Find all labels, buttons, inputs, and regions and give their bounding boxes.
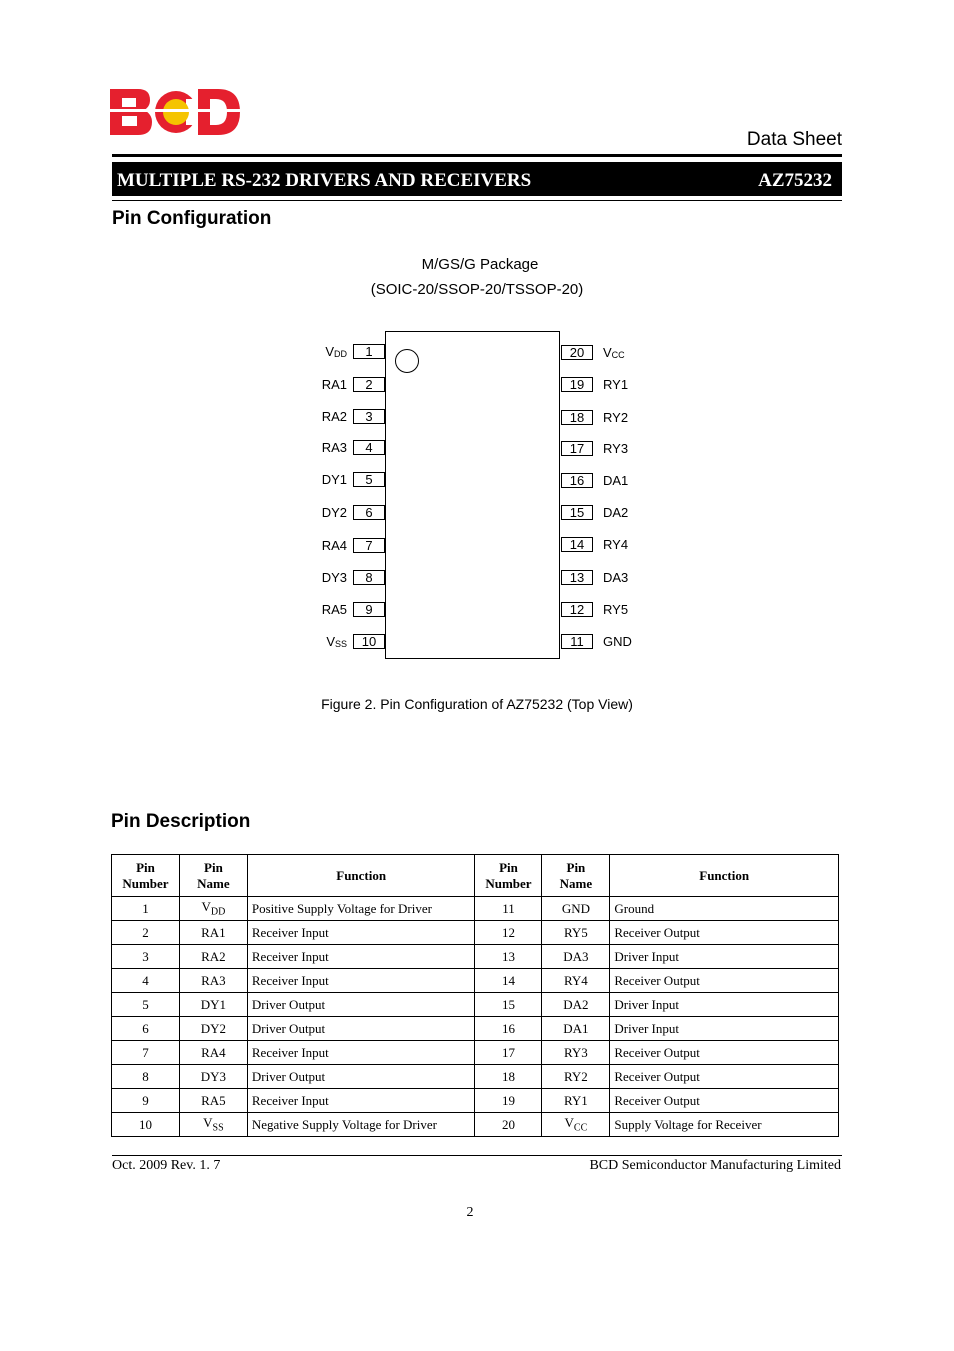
table-row (112, 1065, 839, 1089)
title-underline (112, 200, 842, 201)
table-row (112, 1113, 839, 1137)
pin-function-cell: Driver Input (610, 993, 839, 1017)
pin-number-box: 3 (353, 409, 385, 424)
pin-label: DA3 (603, 570, 629, 585)
pin-number-cell: 17 (475, 1041, 542, 1065)
pin-function-cell: Driver Input (610, 945, 839, 969)
pin-number-cell: 11 (475, 897, 542, 921)
pin-number-box: 12 (561, 602, 593, 617)
pin-label: RY3 (603, 441, 629, 456)
pin-number-cell: 8 (112, 1065, 180, 1089)
pin-number-cell: 10 (112, 1113, 180, 1137)
pin-function-cell: Receiver Output (610, 1065, 839, 1089)
table-row (112, 897, 839, 921)
pin-number-box: 19 (561, 377, 593, 392)
pin-number-cell: 12 (475, 921, 542, 945)
pin-function-cell: Positive Supply Voltage for Driver (247, 897, 475, 921)
pin-name-cell: $V_{CC}$ (542, 1113, 610, 1137)
package-types: (SOIC-20/SSOP-20/TSSOP-20) (370, 281, 584, 298)
pin-function-cell: Receiver Output (610, 969, 839, 993)
table-row (112, 945, 839, 969)
pin-label: RA4 (321, 538, 347, 553)
pin-number-box: 5 (353, 472, 385, 487)
package-name: M/GS/G Package (421, 256, 539, 273)
header-function: Function (610, 855, 839, 897)
pin-number-box: 15 (561, 505, 593, 520)
pin1-marker-icon (395, 349, 419, 373)
pin-label: DY1 (321, 472, 347, 487)
pin-function-cell: Driver Output (247, 1017, 475, 1041)
pin-number-box: 11 (561, 634, 593, 649)
pin-name-cell: $V_{SS}$ (179, 1113, 247, 1137)
pin-number-cell: 6 (112, 1017, 180, 1041)
pin-label: DA2 (603, 505, 629, 520)
pin-number-box: 7 (353, 538, 385, 553)
pin-number-cell: 16 (475, 1017, 542, 1041)
page-number: 2 (466, 1205, 474, 1220)
pin-number-cell: 13 (475, 945, 542, 969)
pin-label: RY5 (603, 602, 629, 617)
pin-description-table (111, 854, 839, 1137)
pin-name-cell: RY3 (542, 1041, 610, 1065)
pin-label: DY2 (321, 505, 347, 520)
pin-name-cell: RY1 (542, 1089, 610, 1113)
pin-number-box: 9 (353, 602, 385, 617)
pin-name-cell: DY3 (179, 1065, 247, 1089)
figure-caption: Figure 2. Pin Configuration of AZ75232 (Top View) (321, 696, 633, 712)
pin-label: RY2 (603, 410, 629, 425)
pin-name-cell: DA3 (542, 945, 610, 969)
pin-name-cell: RA4 (179, 1041, 247, 1065)
document-title: MULTIPLE RS-232 DRIVERS AND RECEIVERS (117, 170, 532, 191)
pin-name-cell: DY1 (179, 993, 247, 1017)
pin-name-cell: RY2 (542, 1065, 610, 1089)
pin-name-cell: GND (542, 897, 610, 921)
pin-number-box: 16 (561, 473, 593, 488)
pin-label: RA3 (321, 440, 347, 455)
table-row (112, 1017, 839, 1041)
footer-rule (112, 1155, 842, 1156)
pin-number-box: 1 (353, 344, 385, 359)
pin-function-cell: Receiver Input (247, 969, 475, 993)
pin-number-box: 18 (561, 410, 593, 425)
pin-number-box: 17 (561, 441, 593, 456)
pin-number-cell: 18 (475, 1065, 542, 1089)
pin-function-cell: Driver Output (247, 1065, 475, 1089)
pin-number-box: 14 (561, 537, 593, 552)
pin-label: DA1 (603, 473, 629, 488)
pin-number-box: 8 (353, 570, 385, 585)
pin-function-cell: Driver Input (610, 1017, 839, 1041)
chip-body (385, 331, 560, 659)
pin-label: GND (603, 634, 632, 649)
pin-number-cell: 5 (112, 993, 180, 1017)
pin-function-cell: Receiver Output (610, 1041, 839, 1065)
pin-function-cell: Ground (610, 897, 839, 921)
pin-number-cell: 20 (475, 1113, 542, 1137)
pin-name-cell: RA1 (179, 921, 247, 945)
pin-number-cell: 4 (112, 969, 180, 993)
pin-name-cell: RY4 (542, 969, 610, 993)
pin-label: RA2 (321, 409, 347, 424)
company-name: BCD Semiconductor Manufacturing Limited (589, 1158, 841, 1173)
pin-label: RA1 (321, 377, 347, 392)
pin-function-cell: Receiver Output (610, 1089, 839, 1113)
header-pin-name: Pin Name (542, 855, 610, 897)
revision-label: Oct. 2009 Rev. 1. 7 (112, 1158, 221, 1173)
header-pin-number: Pin Number (112, 855, 180, 897)
pin-label: $V_{DD}$ (325, 344, 347, 359)
pin-number-cell: 7 (112, 1041, 180, 1065)
pin-function-cell: Receiver Input (247, 921, 475, 945)
pin-function-cell: Supply Voltage for Receiver (610, 1113, 839, 1137)
pin-name-cell: DA1 (542, 1017, 610, 1041)
pin-number-cell: 1 (112, 897, 180, 921)
section-heading-pin-description: Pin Description (111, 811, 251, 832)
bcd-logo (110, 89, 240, 135)
pin-function-cell: Receiver Input (247, 1041, 475, 1065)
pin-number-cell: 19 (475, 1089, 542, 1113)
pin-function-cell: Negative Supply Voltage for Driver (247, 1113, 475, 1137)
pin-label: $V_{SS}$ (326, 634, 347, 649)
part-number: AZ75232 (758, 170, 832, 191)
table-header-row (112, 855, 839, 897)
pin-name-cell: RA5 (179, 1089, 247, 1113)
pin-number-cell: 14 (475, 969, 542, 993)
pin-number-cell: 3 (112, 945, 180, 969)
title-bar (112, 162, 842, 196)
pin-name-cell: DA2 (542, 993, 610, 1017)
pin-number-box: 2 (353, 377, 385, 392)
pin-name-cell: RA3 (179, 969, 247, 993)
pin-name-cell: RY5 (542, 921, 610, 945)
pin-name-cell: $V_{DD}$ (179, 897, 247, 921)
table-row (112, 969, 839, 993)
pin-number-box: 4 (353, 440, 385, 455)
header-rule (112, 154, 842, 157)
header-function: Function (247, 855, 475, 897)
table-row (112, 1089, 839, 1113)
pin-function-cell: Receiver Output (610, 921, 839, 945)
section-heading-pin-configuration: Pin Configuration (112, 208, 272, 229)
doc-type-label: Data Sheet (746, 129, 842, 150)
table-row (112, 993, 839, 1017)
pin-number-cell: 2 (112, 921, 180, 945)
pin-label: RY1 (603, 377, 629, 392)
table-row (112, 921, 839, 945)
pin-number-cell: 9 (112, 1089, 180, 1113)
pin-function-cell: Receiver Input (247, 1089, 475, 1113)
pin-label: RA5 (321, 602, 347, 617)
pin-number-cell: 15 (475, 993, 542, 1017)
pin-number-box: 10 (353, 634, 385, 649)
pin-number-box: 13 (561, 570, 593, 585)
pin-number-box: 6 (353, 505, 385, 520)
header-pin-name: Pin Name (179, 855, 247, 897)
header-pin-number: Pin Number (475, 855, 542, 897)
pin-label: $V_{CC}$ (603, 345, 625, 360)
pin-function-cell: Receiver Input (247, 945, 475, 969)
pin-number-box: 20 (561, 345, 593, 360)
pin-label: DY3 (321, 570, 347, 585)
pin-name-cell: RA2 (179, 945, 247, 969)
pin-label: RY4 (603, 537, 629, 552)
pin-name-cell: DY2 (179, 1017, 247, 1041)
table-row (112, 1041, 839, 1065)
pin-function-cell: Driver Output (247, 993, 475, 1017)
